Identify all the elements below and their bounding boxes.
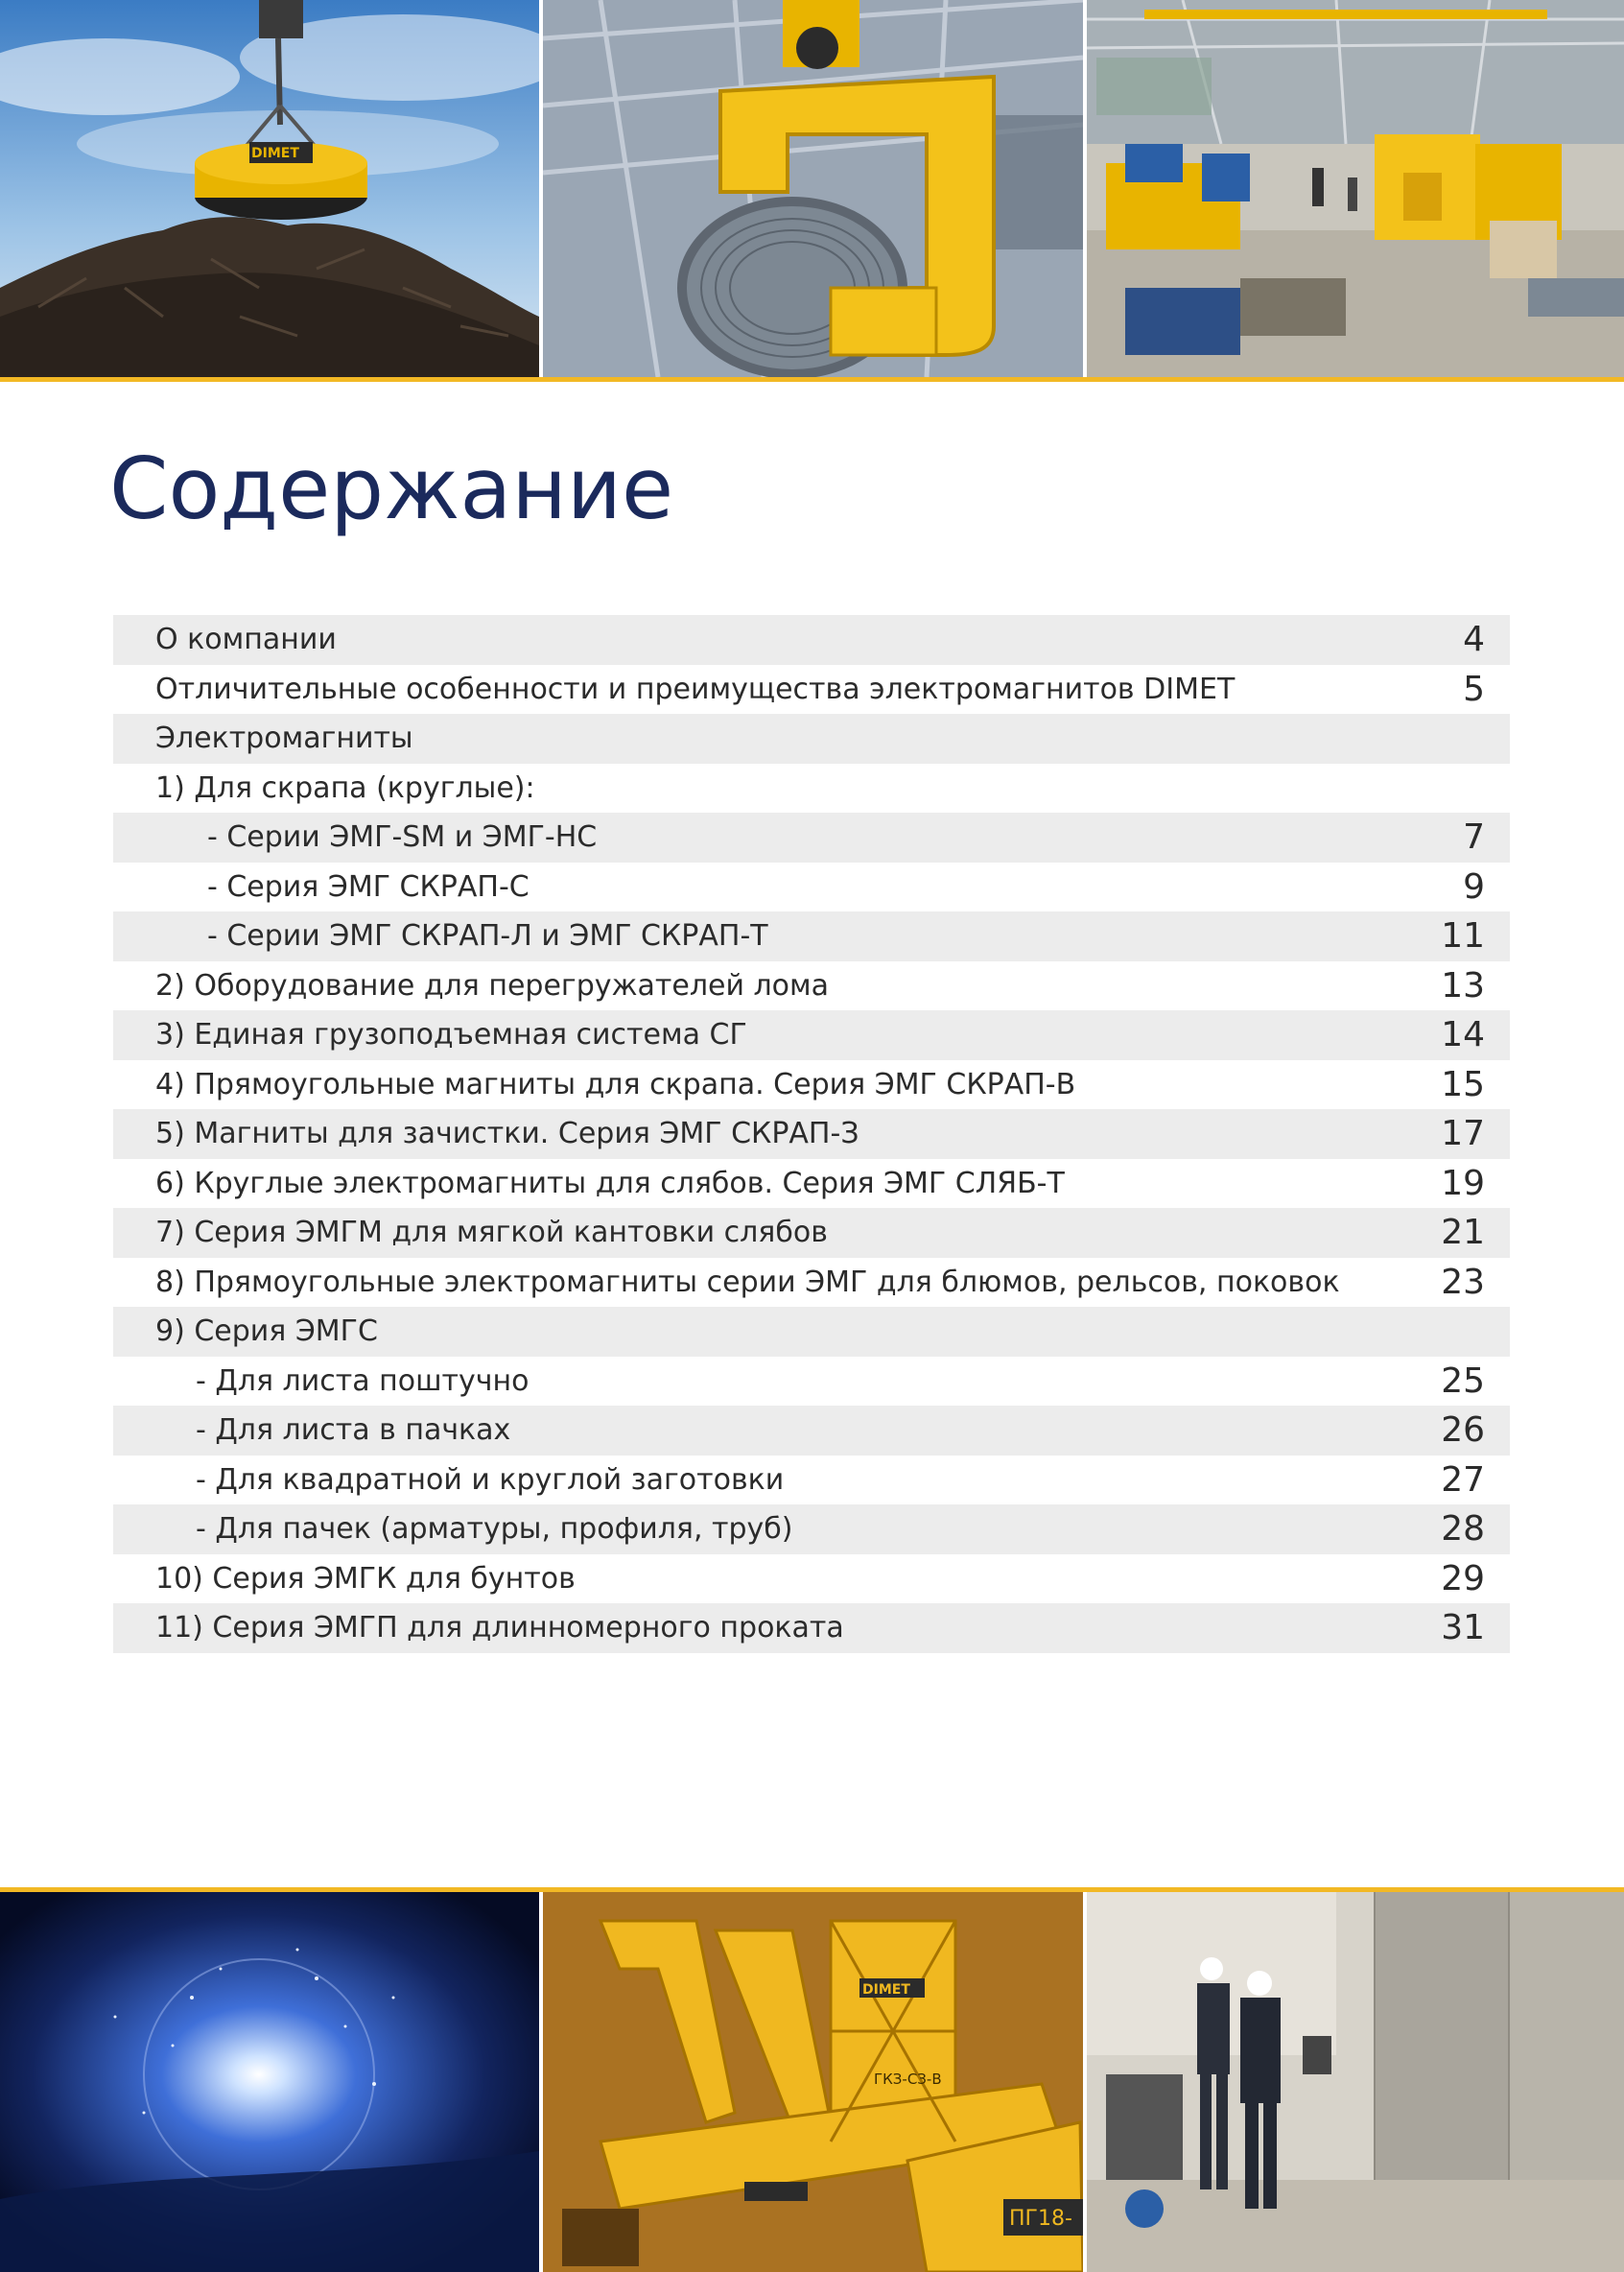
toc-row[interactable] xyxy=(113,1603,1510,1653)
toc-page-number: 26 xyxy=(1441,1410,1485,1451)
gripper-brand: DIMET xyxy=(862,1982,910,1998)
toc-label: 5) Магниты для зачистки. Серия ЭМГ СКРАП-З xyxy=(155,1117,859,1151)
top-photo-band xyxy=(0,0,1624,382)
toc-row[interactable] xyxy=(113,1307,1510,1357)
toc-label: 11) Серия ЭМГП для длинномерного проката xyxy=(155,1611,844,1645)
toc-page-number: 31 xyxy=(1441,1608,1485,1648)
toc-row[interactable] xyxy=(113,813,1510,863)
toc-row[interactable] xyxy=(113,1109,1510,1159)
toc-page-number: 23 xyxy=(1441,1262,1485,1302)
toc-label: - Серия ЭМГ СКРАП-С xyxy=(207,869,530,904)
toc-label: 9) Серия ЭМГС xyxy=(155,1314,378,1349)
toc-page-number: 19 xyxy=(1441,1163,1485,1203)
toc-page-number: 14 xyxy=(1441,1015,1485,1055)
toc-row[interactable] xyxy=(113,1258,1510,1308)
gripper-code: ПГ18- xyxy=(1009,2207,1072,2231)
toc-label: 2) Оборудование для перегружателей лома xyxy=(155,968,830,1003)
toc-page-number: 7 xyxy=(1463,817,1485,858)
toc-label: - Для листа в пачках xyxy=(196,1413,511,1448)
toc-label: 6) Круглые электромагниты для слябов. Серия ЭМГ СЛЯБ-Т xyxy=(155,1166,1065,1200)
toc-page-number: 28 xyxy=(1441,1509,1485,1550)
photo-scrap-magnet xyxy=(0,0,539,377)
toc-row[interactable] xyxy=(113,665,1510,715)
photo-coil-hook xyxy=(539,0,1083,377)
toc-row[interactable] xyxy=(113,1504,1510,1554)
toc-row[interactable] xyxy=(113,911,1510,961)
toc-label: - Серии ЭМГ СКРАП-Л и ЭМГ СКРАП-Т xyxy=(207,919,768,954)
toc-page-number: 5 xyxy=(1463,669,1485,709)
toc-row[interactable] xyxy=(113,615,1510,665)
toc-page-number: 27 xyxy=(1441,1459,1485,1500)
toc-row[interactable] xyxy=(113,863,1510,912)
toc-page-number: 21 xyxy=(1441,1213,1485,1253)
toc-page-number: 11 xyxy=(1441,916,1485,957)
toc-page-number: 29 xyxy=(1441,1558,1485,1598)
toc-row[interactable] xyxy=(113,1554,1510,1604)
toc-page-number: 17 xyxy=(1441,1114,1485,1154)
toc-row[interactable] xyxy=(113,1406,1510,1456)
photo-factory-floor xyxy=(1083,0,1624,377)
toc-row[interactable] xyxy=(113,1010,1510,1060)
toc-row[interactable] xyxy=(113,1208,1510,1258)
toc-label: 3) Единая грузоподъемная система СГ xyxy=(155,1018,747,1053)
toc-label: Электромагниты xyxy=(155,722,413,756)
toc-page-number: 9 xyxy=(1463,866,1485,907)
photo-workers xyxy=(1083,1892,1624,2272)
toc-row[interactable] xyxy=(113,961,1510,1011)
toc-row[interactable] xyxy=(113,1159,1510,1209)
toc-page-number: 13 xyxy=(1441,965,1485,1006)
toc-label: 8) Прямоугольные электромагниты серии ЭМГ для блюмов, рельсов, поковок xyxy=(155,1265,1340,1299)
toc-label: О компании xyxy=(155,623,337,657)
toc-row[interactable] xyxy=(113,1357,1510,1407)
toc-label: 4) Прямоугольные магниты для скрапа. Серия ЭМГ СКРАП-В xyxy=(155,1067,1076,1101)
toc-label: - Серии ЭМГ-SM и ЭМГ-НС xyxy=(207,820,598,855)
table-of-contents xyxy=(113,615,1510,1653)
toc-row[interactable] xyxy=(113,1060,1510,1110)
toc-label: 7) Серия ЭМГМ для мягкой кантовки слябов xyxy=(155,1216,828,1250)
magnet-brand: DIMET xyxy=(251,146,299,161)
toc-row[interactable] xyxy=(113,714,1510,764)
photo-gripper xyxy=(539,1892,1083,2272)
toc-label: 1) Для скрапа (круглые): xyxy=(155,770,535,805)
toc-row[interactable] xyxy=(113,764,1510,814)
gripper-model: ГКЗ-СЗ-В xyxy=(874,2071,942,2088)
toc-label: - Для листа поштучно xyxy=(196,1363,530,1398)
bottom-photo-band xyxy=(0,1887,1624,2272)
toc-label: - Для квадратной и круглой заготовки xyxy=(196,1462,785,1497)
page-title: Содержание xyxy=(109,439,674,538)
toc-label: 10) Серия ЭМГК для бунтов xyxy=(155,1561,576,1596)
toc-page-number: 4 xyxy=(1463,620,1485,660)
toc-label: Отличительные особенности и преимущества электромагнитов DIMET xyxy=(155,672,1236,706)
photo-welding xyxy=(0,1892,539,2272)
toc-page-number: 15 xyxy=(1441,1064,1485,1104)
toc-label: - Для пачек (арматуры, профиля, труб) xyxy=(196,1512,793,1547)
toc-row[interactable] xyxy=(113,1456,1510,1505)
toc-page-number: 25 xyxy=(1441,1361,1485,1401)
